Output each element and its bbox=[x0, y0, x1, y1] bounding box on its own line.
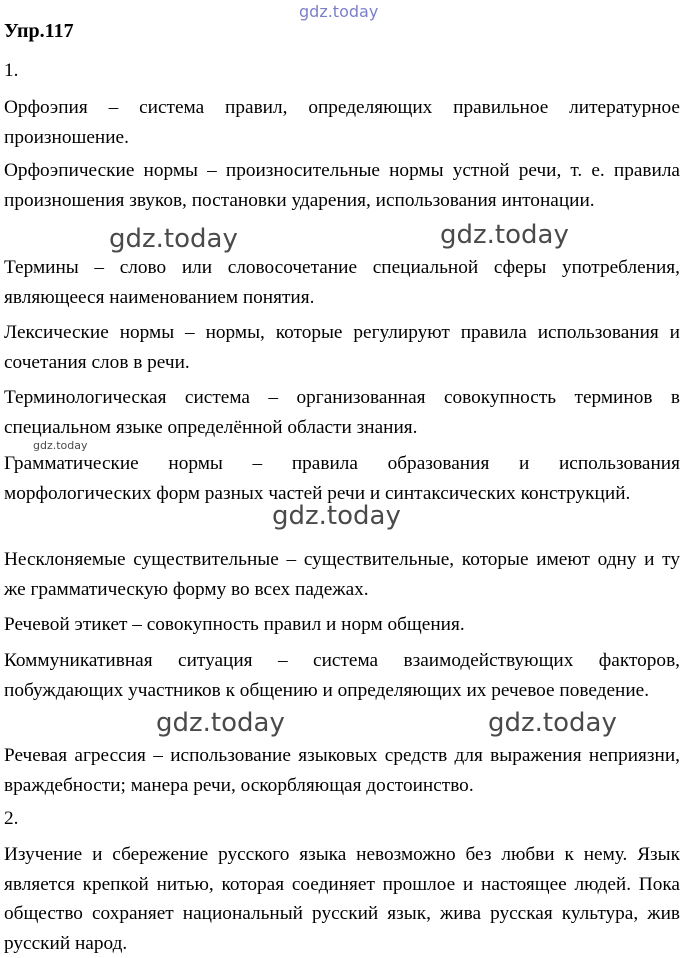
definition-paragraph: Лексические нормы – нормы, которые регулируют правила использования и сочетания слов в речи. bbox=[4, 322, 680, 373]
watermark: gdz.today bbox=[272, 501, 401, 531]
watermark: gdz.today bbox=[109, 224, 238, 254]
definition-paragraph: Грамматические нормы – правила образования и использования морфологических форм разных частей речи и синтаксических конструкций. bbox=[4, 453, 680, 504]
answer-paragraph: Изучение и сбережение русского языка невозможно без любви к нему. Язык является крепкой нитью, которая соединяет прошлое и настоящее людей. Пока общество сохраняет национальный русский язык, жива русская культура, жив русский народ. bbox=[4, 844, 680, 954]
definition-paragraph: Орфоэпия – система правил, определяющих правильное литературное произношение. bbox=[4, 97, 680, 148]
definition-paragraph: Речевая агрессия – использование языковых средств для выражения неприязни, враждебности; манера речи, оскорбляющая достоинство. bbox=[4, 745, 680, 796]
watermark: gdz.today bbox=[488, 708, 617, 738]
exercise-title: Упр.117 bbox=[4, 20, 74, 42]
part-number: 2. bbox=[4, 808, 19, 829]
definition-paragraph: Коммуникативная ситуация – система взаимодействующих факторов, побуждающих участников к общению и определяющих их речевое поведение. bbox=[4, 650, 680, 701]
watermark: gdz.today bbox=[440, 220, 569, 250]
definition-paragraph: Термины – слово или словосочетание специальной сферы употребления, являющееся наименованием понятия. bbox=[4, 257, 680, 308]
definition-paragraph: Терминологическая система – организованная совокупность терминов в специальном языке определённой области знания. bbox=[4, 387, 680, 438]
definition-paragraph: Орфоэпические нормы – произносительные нормы устной речи, т. е. правила произношения звуков, постановки ударения, использования интонации. bbox=[4, 160, 680, 211]
definition-paragraph: Несклоняемые существительные – существительные, которые имеют одну и ту же грамматическую форму во всех падежах. bbox=[4, 549, 680, 600]
definition-paragraph: Речевой этикет – совокупность правил и норм общения. bbox=[4, 614, 465, 635]
watermark: gdz.today bbox=[156, 708, 285, 738]
part-number: 1. bbox=[4, 60, 19, 81]
watermark: gdz.today bbox=[299, 2, 379, 21]
watermark: gdz.today bbox=[33, 439, 88, 452]
